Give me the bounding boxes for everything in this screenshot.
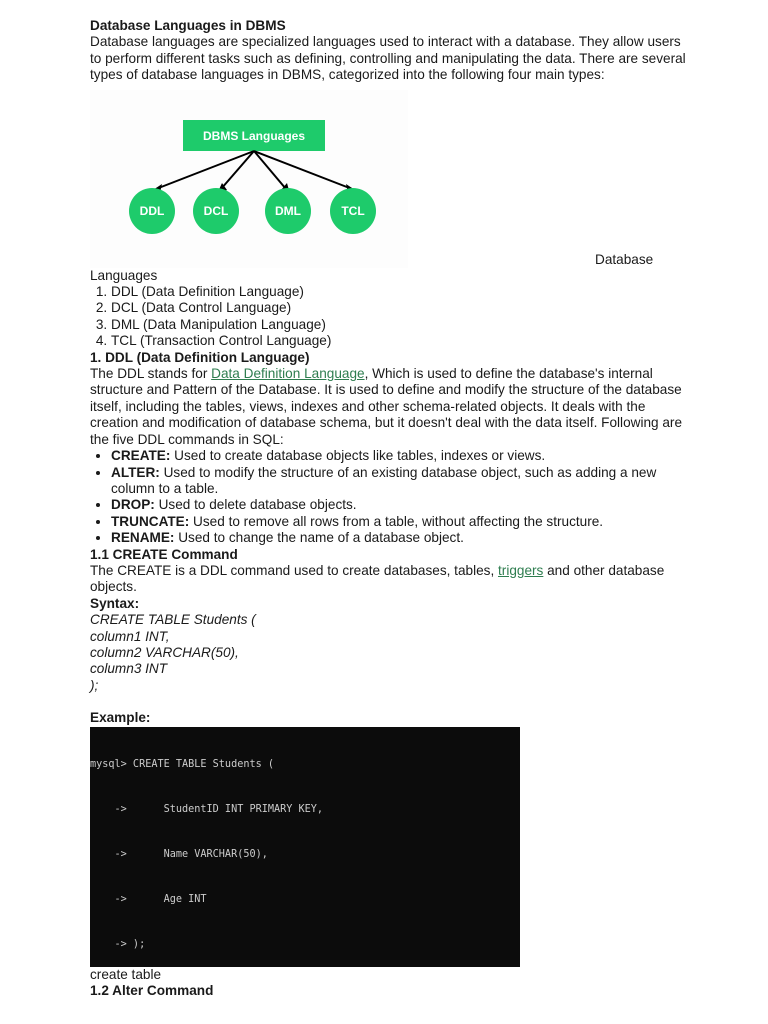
terminal-line: mysql> CREATE TABLE Students ( — [90, 758, 275, 770]
document-page — [90, 18, 690, 999]
diagram-svg — [90, 90, 408, 268]
list-item: • ALTER: Used to modify the structure of an existing database object, such as adding a new column to a table. — [111, 465, 690, 498]
intro-paragraph: Database languages are specialized languages used to interact with a database. They allow users to perform different tasks such as defining, controlling and manipulating the data. There are several types of database languages in DBMS, categorized into the following four main types: — [90, 34, 686, 83]
diagram-node-label: TCL — [341, 203, 365, 218]
syntax-line: column2 VARCHAR(50), — [90, 644, 239, 660]
create-paragraph: The CREATE is a DDL command used to create databases, tables, triggers and other database objects. — [90, 562, 665, 595]
terminal-line: -> Name VARCHAR(50), — [90, 848, 268, 860]
diagram-node-label: DML — [275, 203, 301, 218]
triggers-link[interactable]: triggers — [498, 562, 544, 578]
terminal-line: -> Age INT — [90, 893, 207, 905]
image-caption: create table — [90, 966, 162, 982]
list-item: • CREATE: Used to create database objects like tables, indexes or views. — [111, 448, 690, 464]
list-item: 1. DDL (Data Definition Language) — [111, 284, 690, 300]
syntax-label: Syntax: — [90, 595, 140, 611]
example-label: Example: — [90, 710, 151, 726]
diagram-node-label: DCL — [203, 203, 229, 218]
create-heading: 1.1 CREATE Command — [90, 546, 238, 562]
diagram-root-label: DBMS Languages — [202, 128, 306, 143]
syntax-line: ); — [90, 677, 99, 693]
list-item: 4. TCL (Transaction Control Language) — [111, 333, 690, 349]
ddl-paragraph: The DDL stands for Data Definition Language, Which is used to define the database's internal structure and Pattern of the Database. It is used to define and modify the structure of the database itself, including the tables, views, indexes and other schema-related objects. It deals with the creation and modification of database schema, but it doesn't deal with the data itself. Following are the five DDL commands in SQL: — [90, 366, 683, 447]
ddl-commands-list — [90, 448, 690, 546]
terminal-line: -> StudentID INT PRIMARY KEY, — [90, 803, 324, 815]
syntax-line: CREATE TABLE Students ( — [90, 612, 256, 628]
page-title: Database Languages in DBMS — [90, 18, 286, 33]
ddl-heading: 1. DDL (Data Definition Language) — [90, 349, 310, 365]
list-item: 2. DCL (Data Control Language) — [111, 300, 690, 316]
list-item: • RENAME: Used to change the name of a database object. — [111, 530, 690, 546]
figure-caption-part1: Database — [595, 251, 654, 267]
alter-heading: 1.2 Alter Command — [90, 983, 214, 998]
list-item: • TRUNCATE: Used to remove all rows from a table, without affecting the structure. — [111, 514, 690, 530]
dbms-languages-diagram — [90, 90, 654, 268]
list-item: 3. DML (Data Manipulation Language) — [111, 317, 690, 333]
figure-caption-part2: Languages — [90, 267, 158, 283]
ddl-link[interactable]: Data Definition Language — [211, 366, 365, 382]
list-item: • DROP: Used to delete database objects. — [111, 497, 690, 513]
syntax-line: column1 INT, — [90, 628, 170, 644]
terminal-screenshot — [90, 727, 520, 967]
terminal-line: -> ); — [90, 938, 146, 950]
syntax-line: column3 INT — [90, 661, 168, 677]
languages-list — [90, 284, 690, 350]
diagram-node-label: DDL — [139, 203, 165, 218]
